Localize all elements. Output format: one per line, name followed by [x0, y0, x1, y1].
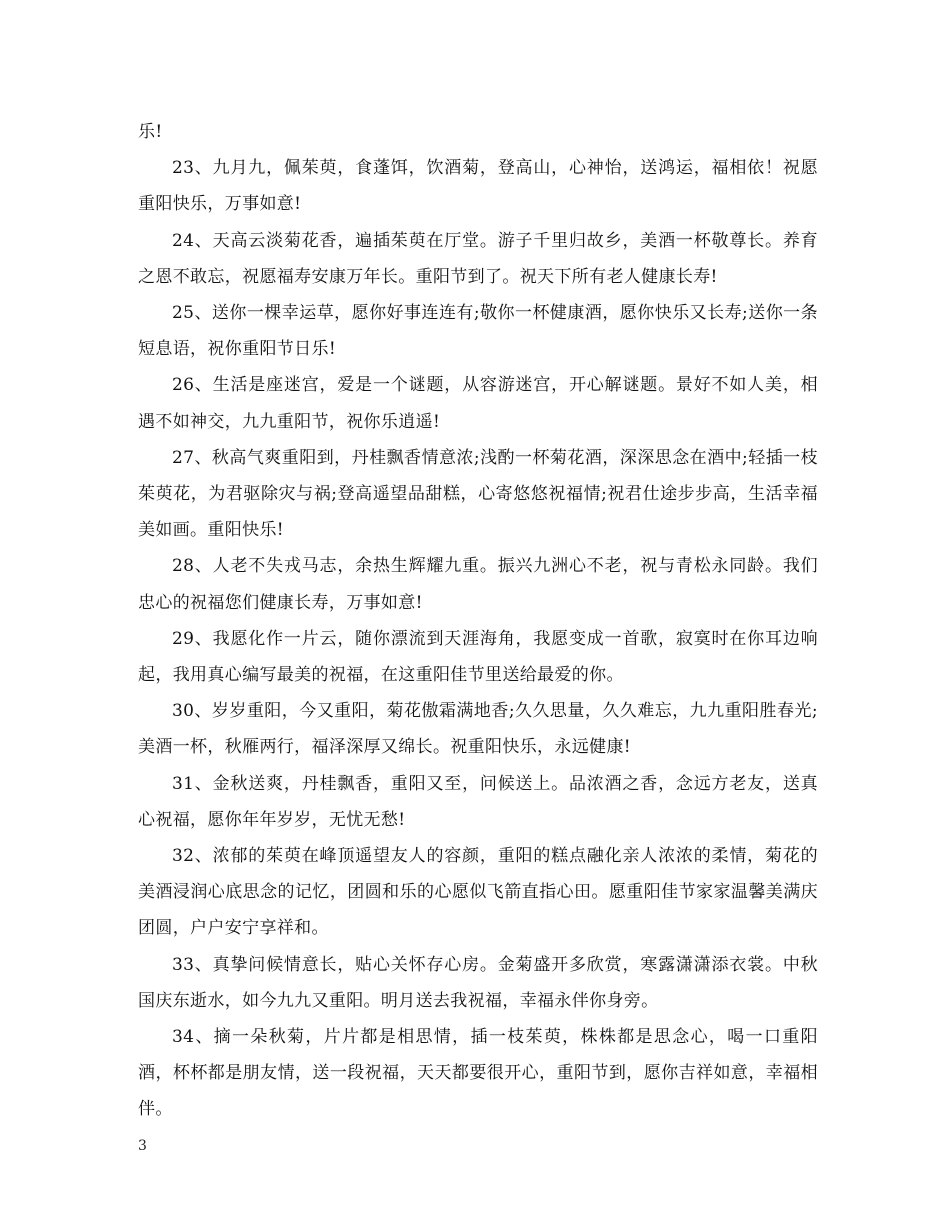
- document-body: [138, 114, 818, 1128]
- paragraph-23: 23、九月九，佩茱萸，食蓬饵，饮酒菊，登高山，心神怡，送鸿运，福相依！祝愿重阳快乐，万事如意!: [138, 158, 818, 215]
- page-number: 3: [138, 1138, 147, 1154]
- continued-paragraph: 乐!: [138, 122, 163, 142]
- paragraph-32: 32、浓郁的茱萸在峰顶遥望友人的容颜，重阳的糕点融化亲人浓浓的柔情，菊花的美酒浸润心底思念的记忆，团圆和乐的心愿似飞箭直指心田。愿重阳佳节家家温馨美满庆团圆，户户安宁享祥和。: [138, 846, 818, 939]
- paragraph-26: 26、生活是座迷宫，爱是一个谜题，从容游迷宫，开心解谜题。景好不如人美，相遇不如神交，九九重阳节，祝你乐逍遥!: [138, 375, 818, 432]
- paragraph-30: 30、岁岁重阳，今又重阳，菊花傲霜满地香;久久思量，久久难忘，九九重阳胜春光;美酒一杯，秋雁两行，福泽深厚又绵长。祝重阳快乐，永远健康!: [138, 701, 818, 758]
- paragraph-29: 29、我愿化作一片云，随你漂流到天涯海角，我愿变成一首歌，寂寞时在你耳边响起，我用真心编写最美的祝福，在这重阳佳节里送给最爱的你。: [138, 628, 818, 686]
- paragraph-31: 31、金秋送爽，丹桂飘香，重阳又至，问候送上。品浓酒之香，念远方老友，送真心祝福，愿你年年岁岁，无忧无愁!: [138, 773, 818, 830]
- paragraph-33: 33、真挚问候情意长，贴心关怀存心房。金菊盛开多欣赏，寒露潇潇添衣裳。中秋国庆东逝水，如今九九又重阳。明月送去我祝福，幸福永伴你身旁。: [138, 954, 818, 1011]
- paragraph-28: 28、人老不失戎马志，余热生辉耀九重。振兴九洲心不老，祝与青松永同龄。我们忠心的祝福您们健康长寿，万事如意!: [138, 556, 818, 613]
- paragraph-27: 27、秋高气爽重阳到，丹桂飘香情意浓;浅酌一杯菊花酒，深深思念在酒中;轻插一枝茱萸花，为君驱除灾与祸;登高遥望品甜糕，心寄悠悠祝福情;祝君仕途步步高，生活幸福美如画。重阳快乐!: [138, 447, 818, 541]
- paragraph-24: 24、天高云淡菊花香，遍插茱萸在厅堂。游子千里归故乡，美酒一杯敬尊长。养育之恩不敢忘，祝愿福寿安康万年长。重阳节到了。祝天下所有老人健康长寿!: [138, 230, 818, 287]
- paragraph-34: 34、摘一朵秋菊，片片都是相思情，插一枝茱萸，株株都是思念心，喝一口重阳酒，杯杯都是朋友情，送一段祝福，天天都要很开心，重阳节到，愿你吉祥如意，幸福相伴。: [138, 1027, 818, 1120]
- paragraph-25: 25、送你一棵幸运草，愿你好事连连有;敬你一杯健康酒，愿你快乐又长寿;送你一条短息语，祝你重阳节日乐!: [138, 303, 818, 360]
